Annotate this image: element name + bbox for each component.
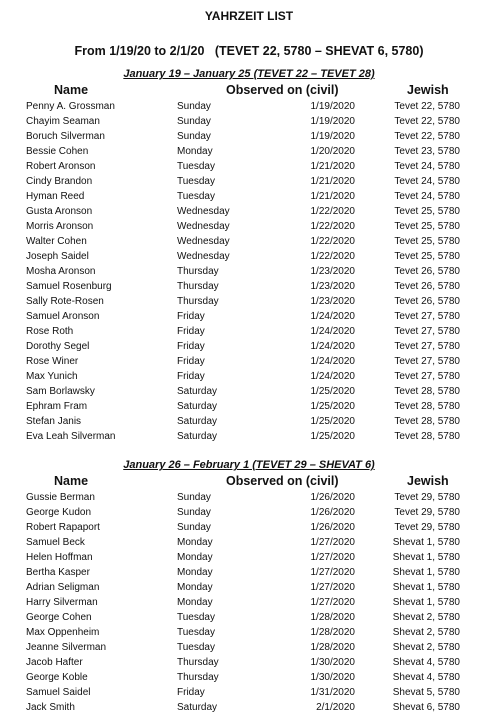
jewish-date: Tevet 28, 5780 xyxy=(394,401,460,412)
observed-date: 1/22/2020 xyxy=(310,206,355,217)
jewish-date: Tevet 25, 5780 xyxy=(394,221,460,232)
table-row xyxy=(0,535,498,550)
week-section xyxy=(0,457,498,715)
jewish-date: Tevet 23, 5780 xyxy=(394,146,460,157)
jewish-date: Shevat 4, 5780 xyxy=(392,672,460,683)
observed-day: Saturday xyxy=(177,401,218,412)
person-name: Ephram Fram xyxy=(26,401,88,412)
observed-date: 1/27/2020 xyxy=(310,552,355,563)
table-row xyxy=(0,655,498,670)
jewish-date: Shevat 1, 5780 xyxy=(392,537,460,548)
jewish-date: Tevet 24, 5780 xyxy=(394,161,460,172)
observed-date: 1/22/2020 xyxy=(310,236,355,247)
jewish-date: Tevet 22, 5780 xyxy=(394,131,460,142)
observed-date: 1/22/2020 xyxy=(310,221,355,232)
jewish-date: Tevet 28, 5780 xyxy=(394,431,460,442)
person-name: Eva Leah Silverman xyxy=(26,431,116,442)
table-row xyxy=(0,354,498,369)
observed-day: Thursday xyxy=(177,296,219,307)
observed-day: Sunday xyxy=(177,131,211,142)
jewish-date: Tevet 27, 5780 xyxy=(394,371,460,382)
table-row xyxy=(0,174,498,189)
observed-date: 1/21/2020 xyxy=(310,176,355,187)
person-name: Rose Winer xyxy=(26,356,79,367)
table-row xyxy=(0,520,498,535)
yahrzeit-table-rows xyxy=(0,490,498,715)
table-row xyxy=(0,339,498,354)
observed-day: Tuesday xyxy=(177,612,215,623)
person-name: Chayim Seaman xyxy=(26,116,100,127)
observed-date: 1/25/2020 xyxy=(310,386,355,397)
jewish-date: Tevet 25, 5780 xyxy=(394,206,460,217)
observed-day: Sunday xyxy=(177,507,211,518)
observed-date: 1/27/2020 xyxy=(310,597,355,608)
observed-day: Tuesday xyxy=(177,191,215,202)
observed-day: Monday xyxy=(177,552,213,563)
observed-day: Monday xyxy=(177,582,213,593)
page-title: YAHRZEIT LIST xyxy=(204,9,294,23)
observed-date: 1/27/2020 xyxy=(310,537,355,548)
table-row xyxy=(0,279,498,294)
person-name: Dorothy Segel xyxy=(26,341,90,352)
person-name: Rose Roth xyxy=(26,326,74,337)
observed-day: Wednesday xyxy=(177,251,230,262)
jewish-date: Tevet 28, 5780 xyxy=(394,386,460,397)
jewish-date: Tevet 25, 5780 xyxy=(394,251,460,262)
column-header-jewish: Jewish xyxy=(407,83,449,97)
table-row xyxy=(0,144,498,159)
observed-date: 1/24/2020 xyxy=(310,326,355,337)
person-name: Robert Rapaport xyxy=(26,522,100,533)
person-name: Robert Aronson xyxy=(26,161,96,172)
observed-date: 1/22/2020 xyxy=(310,251,355,262)
person-name: Walter Cohen xyxy=(26,236,87,247)
jewish-date: Tevet 29, 5780 xyxy=(394,507,460,518)
person-name: Morris Aronson xyxy=(26,221,94,232)
observed-day: Sunday xyxy=(177,522,211,533)
observed-date: 1/24/2020 xyxy=(310,371,355,382)
table-row xyxy=(0,610,498,625)
observed-day: Thursday xyxy=(177,672,219,683)
observed-date: 1/30/2020 xyxy=(310,657,355,668)
person-name: Adrian Seligman xyxy=(26,582,100,593)
observed-day: Monday xyxy=(177,537,213,548)
observed-date: 1/23/2020 xyxy=(310,266,355,277)
person-name: Sally Rote-Rosen xyxy=(26,296,104,307)
table-row xyxy=(0,490,498,505)
jewish-date: Shevat 2, 5780 xyxy=(392,627,460,638)
person-name: Max Oppenheim xyxy=(26,627,100,638)
person-name: Mosha Aronson xyxy=(26,266,96,277)
observed-day: Saturday xyxy=(177,416,218,427)
observed-date: 1/19/2020 xyxy=(310,101,355,112)
table-row xyxy=(0,625,498,640)
observed-date: 1/19/2020 xyxy=(310,116,355,127)
column-header-name: Name xyxy=(54,474,89,488)
person-name: Bessie Cohen xyxy=(26,146,89,157)
observed-date: 1/24/2020 xyxy=(310,356,355,367)
jewish-date: Tevet 27, 5780 xyxy=(394,326,460,337)
table-row xyxy=(0,369,498,384)
table-row xyxy=(0,384,498,399)
person-name: Helen Hoffman xyxy=(26,552,93,563)
observed-day: Friday xyxy=(177,371,205,382)
jewish-date: Tevet 22, 5780 xyxy=(394,101,460,112)
table-row xyxy=(0,429,498,444)
person-name: George Kudon xyxy=(26,507,92,518)
column-headers xyxy=(0,82,498,99)
table-row xyxy=(0,685,498,700)
table-row xyxy=(0,234,498,249)
observed-date: 1/27/2020 xyxy=(310,567,355,578)
person-name: George Koble xyxy=(26,672,88,683)
jewish-date: Shevat 5, 5780 xyxy=(392,687,460,698)
observed-day: Monday xyxy=(177,567,213,578)
observed-day: Friday xyxy=(177,311,205,322)
jewish-date: Tevet 29, 5780 xyxy=(394,522,460,533)
observed-date: 1/28/2020 xyxy=(310,642,355,653)
column-header-observed: Observed on (civil) xyxy=(226,83,339,97)
observed-date: 1/24/2020 xyxy=(310,311,355,322)
observed-day: Wednesday xyxy=(177,236,230,247)
jewish-date: Shevat 1, 5780 xyxy=(392,552,460,563)
observed-date: 1/24/2020 xyxy=(310,341,355,352)
person-name: Samuel Saidel xyxy=(26,687,91,698)
section-heading: January 26 – February 1 (TEVET 29 – SHEVAT 6) xyxy=(123,459,375,471)
observed-day: Sunday xyxy=(177,492,211,503)
observed-date: 1/31/2020 xyxy=(310,687,355,698)
person-name: Bertha Kasper xyxy=(26,567,90,578)
observed-day: Monday xyxy=(177,146,213,157)
column-header-jewish: Jewish xyxy=(407,474,449,488)
column-headers xyxy=(0,473,498,490)
jewish-date: Tevet 24, 5780 xyxy=(394,191,460,202)
person-name: Gusta Aronson xyxy=(26,206,93,217)
column-header-observed: Observed on (civil) xyxy=(226,474,339,488)
person-name: Samuel Beck xyxy=(26,537,85,548)
observed-day: Saturday xyxy=(177,431,218,442)
observed-date: 1/30/2020 xyxy=(310,672,355,683)
person-name: George Cohen xyxy=(26,612,92,623)
person-name: Boruch Silverman xyxy=(26,131,105,142)
observed-date: 1/23/2020 xyxy=(310,296,355,307)
observed-date: 2/1/2020 xyxy=(316,702,355,713)
observed-date: 1/26/2020 xyxy=(310,492,355,503)
observed-day: Saturday xyxy=(177,702,218,713)
jewish-date: Tevet 27, 5780 xyxy=(394,311,460,322)
table-row xyxy=(0,264,498,279)
observed-day: Tuesday xyxy=(177,161,215,172)
observed-day: Sunday xyxy=(177,116,211,127)
person-name: Sam Borlawsky xyxy=(26,386,95,397)
jewish-date: Tevet 24, 5780 xyxy=(394,176,460,187)
observed-date: 1/26/2020 xyxy=(310,507,355,518)
observed-date: 1/23/2020 xyxy=(310,281,355,292)
jewish-date: Tevet 29, 5780 xyxy=(394,492,460,503)
person-name: Jeanne Silverman xyxy=(26,642,107,653)
table-row xyxy=(0,249,498,264)
observed-date: 1/20/2020 xyxy=(310,146,355,157)
observed-date: 1/26/2020 xyxy=(310,522,355,533)
person-name: Cindy Brandon xyxy=(26,176,93,187)
person-name: Max Yunich xyxy=(26,371,78,382)
observed-day: Friday xyxy=(177,687,205,698)
observed-date: 1/19/2020 xyxy=(310,131,355,142)
table-row xyxy=(0,595,498,610)
table-row xyxy=(0,114,498,129)
observed-date: 1/25/2020 xyxy=(310,431,355,442)
observed-day: Monday xyxy=(177,597,213,608)
column-header-name: Name xyxy=(54,83,89,97)
table-row xyxy=(0,189,498,204)
jewish-date: Shevat 2, 5780 xyxy=(392,612,460,623)
table-row xyxy=(0,219,498,234)
person-name: Samuel Rosenburg xyxy=(26,281,112,292)
observed-day: Sunday xyxy=(177,101,211,112)
table-row xyxy=(0,159,498,174)
observed-date: 1/27/2020 xyxy=(310,582,355,593)
table-row xyxy=(0,565,498,580)
table-row xyxy=(0,129,498,144)
jewish-date: Tevet 26, 5780 xyxy=(394,281,460,292)
jewish-date: Shevat 1, 5780 xyxy=(392,567,460,578)
jewish-date: Shevat 6, 5780 xyxy=(392,702,460,713)
person-name: Samuel Aronson xyxy=(26,311,100,322)
jewish-date: Tevet 28, 5780 xyxy=(394,416,460,427)
person-name: Harry Silverman xyxy=(26,597,98,608)
observed-day: Friday xyxy=(177,356,205,367)
yahrzeit-table-rows xyxy=(0,99,498,444)
observed-day: Friday xyxy=(177,326,205,337)
observed-day: Tuesday xyxy=(177,176,215,187)
observed-date: 1/25/2020 xyxy=(310,416,355,427)
observed-date: 1/28/2020 xyxy=(310,612,355,623)
table-row xyxy=(0,294,498,309)
table-row xyxy=(0,550,498,565)
observed-day: Tuesday xyxy=(177,627,215,638)
jewish-date: Tevet 22, 5780 xyxy=(394,116,460,127)
observed-day: Friday xyxy=(177,341,205,352)
table-row xyxy=(0,700,498,715)
table-row xyxy=(0,580,498,595)
person-name: Gussie Berman xyxy=(26,492,95,503)
table-row xyxy=(0,670,498,685)
jewish-date: Tevet 25, 5780 xyxy=(394,236,460,247)
table-row xyxy=(0,99,498,114)
jewish-date: Tevet 27, 5780 xyxy=(394,356,460,367)
observed-day: Wednesday xyxy=(177,221,230,232)
jewish-date: Shevat 2, 5780 xyxy=(392,642,460,653)
observed-day: Saturday xyxy=(177,386,218,397)
table-row xyxy=(0,640,498,655)
table-row xyxy=(0,505,498,520)
person-name: Jack Smith xyxy=(26,702,75,713)
observed-day: Tuesday xyxy=(177,642,215,653)
person-name: Penny A. Grossman xyxy=(26,101,115,112)
observed-day: Thursday xyxy=(177,266,219,277)
observed-day: Thursday xyxy=(177,657,219,668)
person-name: Stefan Janis xyxy=(26,416,82,427)
observed-date: 1/21/2020 xyxy=(310,191,355,202)
observed-day: Thursday xyxy=(177,281,219,292)
observed-day: Wednesday xyxy=(177,206,230,217)
person-name: Hyman Reed xyxy=(26,191,85,202)
person-name: Joseph Saidel xyxy=(26,251,89,262)
observed-date: 1/25/2020 xyxy=(310,401,355,412)
table-row xyxy=(0,324,498,339)
table-row xyxy=(0,399,498,414)
week-section xyxy=(0,66,498,444)
jewish-date: Shevat 1, 5780 xyxy=(392,582,460,593)
jewish-date: Tevet 27, 5780 xyxy=(394,341,460,352)
date-range: From 1/19/20 to 2/1/20 (TEVET 22, 5780 – SHEVAT 6, 5780) xyxy=(74,44,424,58)
table-row xyxy=(0,309,498,324)
jewish-date: Shevat 1, 5780 xyxy=(392,597,460,608)
jewish-date: Tevet 26, 5780 xyxy=(394,266,460,277)
jewish-date: Shevat 4, 5780 xyxy=(392,657,460,668)
observed-date: 1/28/2020 xyxy=(310,627,355,638)
observed-date: 1/21/2020 xyxy=(310,161,355,172)
table-row xyxy=(0,414,498,429)
table-row xyxy=(0,204,498,219)
jewish-date: Tevet 26, 5780 xyxy=(394,296,460,307)
person-name: Jacob Hafter xyxy=(26,657,83,668)
section-heading: January 19 – January 25 (TEVET 22 – TEVET 28) xyxy=(123,68,375,80)
